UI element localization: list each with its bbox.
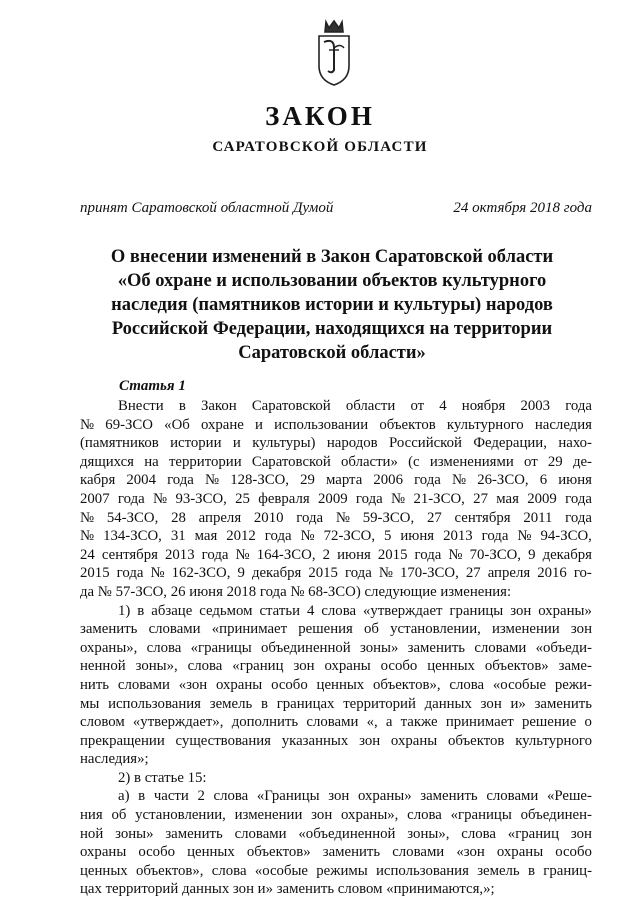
article-line: дящихся на территории Саратовской области» (с изменениями от 29 де- xyxy=(80,453,592,470)
article-line: 2015 года № 162-ЗСО, 9 декабря 2015 года № 170-ЗСО, 27 апреля 2016 го- xyxy=(80,565,592,582)
document-title xyxy=(60,245,604,365)
article-line: ценных объектов», слова «особые режимы использования земель в границ- xyxy=(80,862,592,879)
coat-of-arms-icon xyxy=(312,18,356,88)
article-body xyxy=(80,397,592,899)
title-line: Российской Федерации, находящихся на территории xyxy=(111,319,553,339)
article-line: словом «утверждает», дополнить словами «, а также принимает решение о xyxy=(80,714,592,731)
article-line: да № 57-ЗСО, 26 июня 2018 года № 68-ЗСО) следующие изменения: xyxy=(80,583,512,600)
article-heading: Статья 1 xyxy=(119,378,186,394)
article-line: нить словами «зон охраны особо ценных объектов», слова «особые режи- xyxy=(80,676,592,693)
article-line: 2) в статье 15: xyxy=(118,769,207,786)
title-line: О внесении изменений в Закон Саратовской области xyxy=(110,247,554,267)
article-line: № 69-ЗСО «Об охране и использовании объектов культурного наследия xyxy=(80,416,592,433)
law-title: ЗАКОН xyxy=(265,101,375,131)
article-line: прекращении существования указанных зон охраны объектов культурного xyxy=(80,732,592,749)
article-line: охраны», слова «границы объединенной зоны» заменить словами «объеди- xyxy=(80,639,592,656)
article-line: цах территорий данных зон и» заменить словом «принимаются,»; xyxy=(80,881,495,898)
title-line: Саратовской области» xyxy=(238,343,426,363)
adoption-info xyxy=(80,200,592,217)
article-line: кабря 2004 года № 128-ЗСО, 29 марта 2006 года № 26-ЗСО, 6 июня xyxy=(80,472,592,489)
article-line: наследия»; xyxy=(80,751,149,768)
article-line: ненной зоны», слова «границ зон охраны особо ценных объектов» заме- xyxy=(80,658,592,675)
article-line: мы использования земель в границах территорий данных зон и» заменить xyxy=(80,695,592,712)
article-line: а) в части 2 слова «Границы зон охраны» заменить словами «Реше- xyxy=(118,788,592,805)
adopted-date: 24 октября 2018 года xyxy=(453,200,592,216)
title-line: наследия (памятников истории и культуры) народов xyxy=(111,295,553,315)
region-name: САРАТОВСКОЙ ОБЛАСТИ xyxy=(212,139,428,155)
article-line: заменить словами «принимает решения об установлении, изменении зон xyxy=(80,621,592,638)
article-line: ния об установлении, изменении зон охраны», слова «границы объединен- xyxy=(80,807,592,824)
article-line: (памятников истории и культуры) народов Российской Федерации, нахо- xyxy=(80,435,592,452)
adopted-by: принят Саратовской областной Думой xyxy=(80,200,334,216)
article-line: охраны особо ценных объектов» заменить словами «зон охраны особо xyxy=(80,844,592,861)
article-line: Внести в Закон Саратовской области от 4 ноября 2003 года xyxy=(118,398,592,414)
title-line: «Об охране и использовании объектов культурного xyxy=(117,271,547,291)
article-line: № 54-ЗСО, 28 апреля 2010 года № 59-ЗСО, 27 сентября 2011 года xyxy=(80,509,592,526)
article-line: 2007 года № 93-ЗСО, 25 февраля 2009 года № 21-ЗСО, 27 мая 2009 года xyxy=(80,490,592,507)
article-line: ной зоны» заменить словами «объединенной зоны», слова «границ зон xyxy=(80,825,592,842)
article-line: № 134-ЗСО, 31 мая 2012 года № 72-ЗСО, 5 июня 2013 года № 94-ЗСО, xyxy=(80,528,592,545)
article-line: 1) в абзаце седьмом статьи 4 слова «утверждает границы зон охраны» xyxy=(118,602,592,619)
article-line: 24 сентября 2013 года № 164-ЗСО, 2 июня 2015 года № 70-ЗСО, 9 декабря xyxy=(80,546,592,563)
